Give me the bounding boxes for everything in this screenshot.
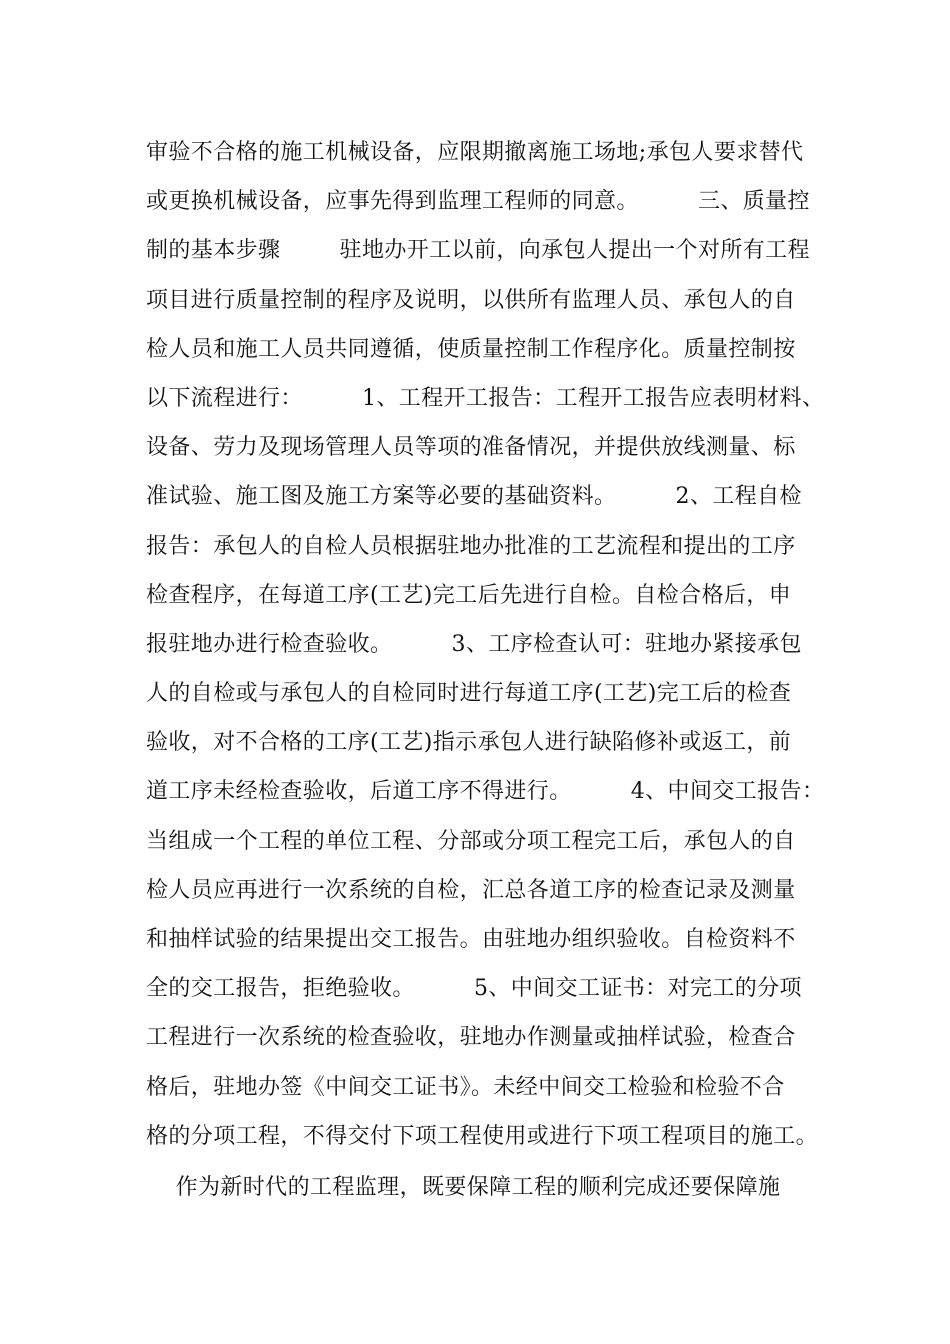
text-line: 当组成一个工程的单位工程、分部或分项工程完工后，承包人的自 [146,828,796,854]
text-line: 制的基本步骤 驻地办开工以前，向承包人提出一个对所有工程 [146,238,810,264]
text-line: 设备、劳力及现场管理人员等项的准备情况，并提供放线测量、标 [146,435,796,461]
body-text [146,128,836,1212]
text-line: 报驻地办进行检查验收。 3、工序检查认可：驻地办紧接承包 [146,631,802,657]
text-line: 和抽样试验的结果提出交工报告。由驻地办组织验收。自检资料不 [146,927,796,952]
text-line: 项目进行质量控制的程序及说明，以供所有监理人员、承包人的自 [146,287,796,313]
text-line: 格的分项工程，不得交付下项工程使用或进行下项工程项目的施工。 [146,1123,819,1149]
text-line: 审验不合格的施工机械设备，应限期撤离施工场地;承包人要求替代 [146,140,804,165]
text-line: 验收，对不合格的工序(工艺)指示承包人进行缺陷修补或返工，前 [146,730,792,756]
text-line: 以下流程进行： 1、工程开工报告：工程开工报告应表明材料、 [146,385,825,411]
text-line: 道工序未经检查验收，后道工序不得进行。 4、中间交工报告： [146,779,825,805]
text-line: 检人员和施工人员共同遵循，使质量控制工作程序化。质量控制按 [146,336,796,362]
paragraph-start-line: 作为新时代的工程监理，既要保障工程的顺利完成还要保障施 [146,1174,781,1200]
text-line: 全的交工报告，拒绝验收。 5、中间交工证书：对完工的分项 [146,976,802,1002]
text-line: 人的自检或与承包人的自检同时进行每道工序(工艺)完工后的检查 [146,681,792,707]
text-line: 准试验、施工图及施工方案等必要的基础资料。 2、工程自检 [146,484,802,510]
text-line: 检查程序，在每道工序(工艺)完工后先进行自检。自检合格后，申 [146,582,792,608]
text-line: 报告：承包人的自检人员根据驻地办批准的工艺流程和提出的工序 [146,533,796,559]
text-line: 工程进行一次系统的检查验收，驻地办作测量或抽样试验，检查合 [146,1025,796,1051]
text-line: 检人员应再进行一次系统的自检，汇总各道工序的检查记录及测量 [146,877,796,903]
text-line: 格后，驻地办签《中间交工证书》。未经中间交工检验和检验不合 [146,1074,785,1100]
text-line: 或更换机械设备，应事先得到监理工程师的同意。 三、质量控 [146,189,810,215]
